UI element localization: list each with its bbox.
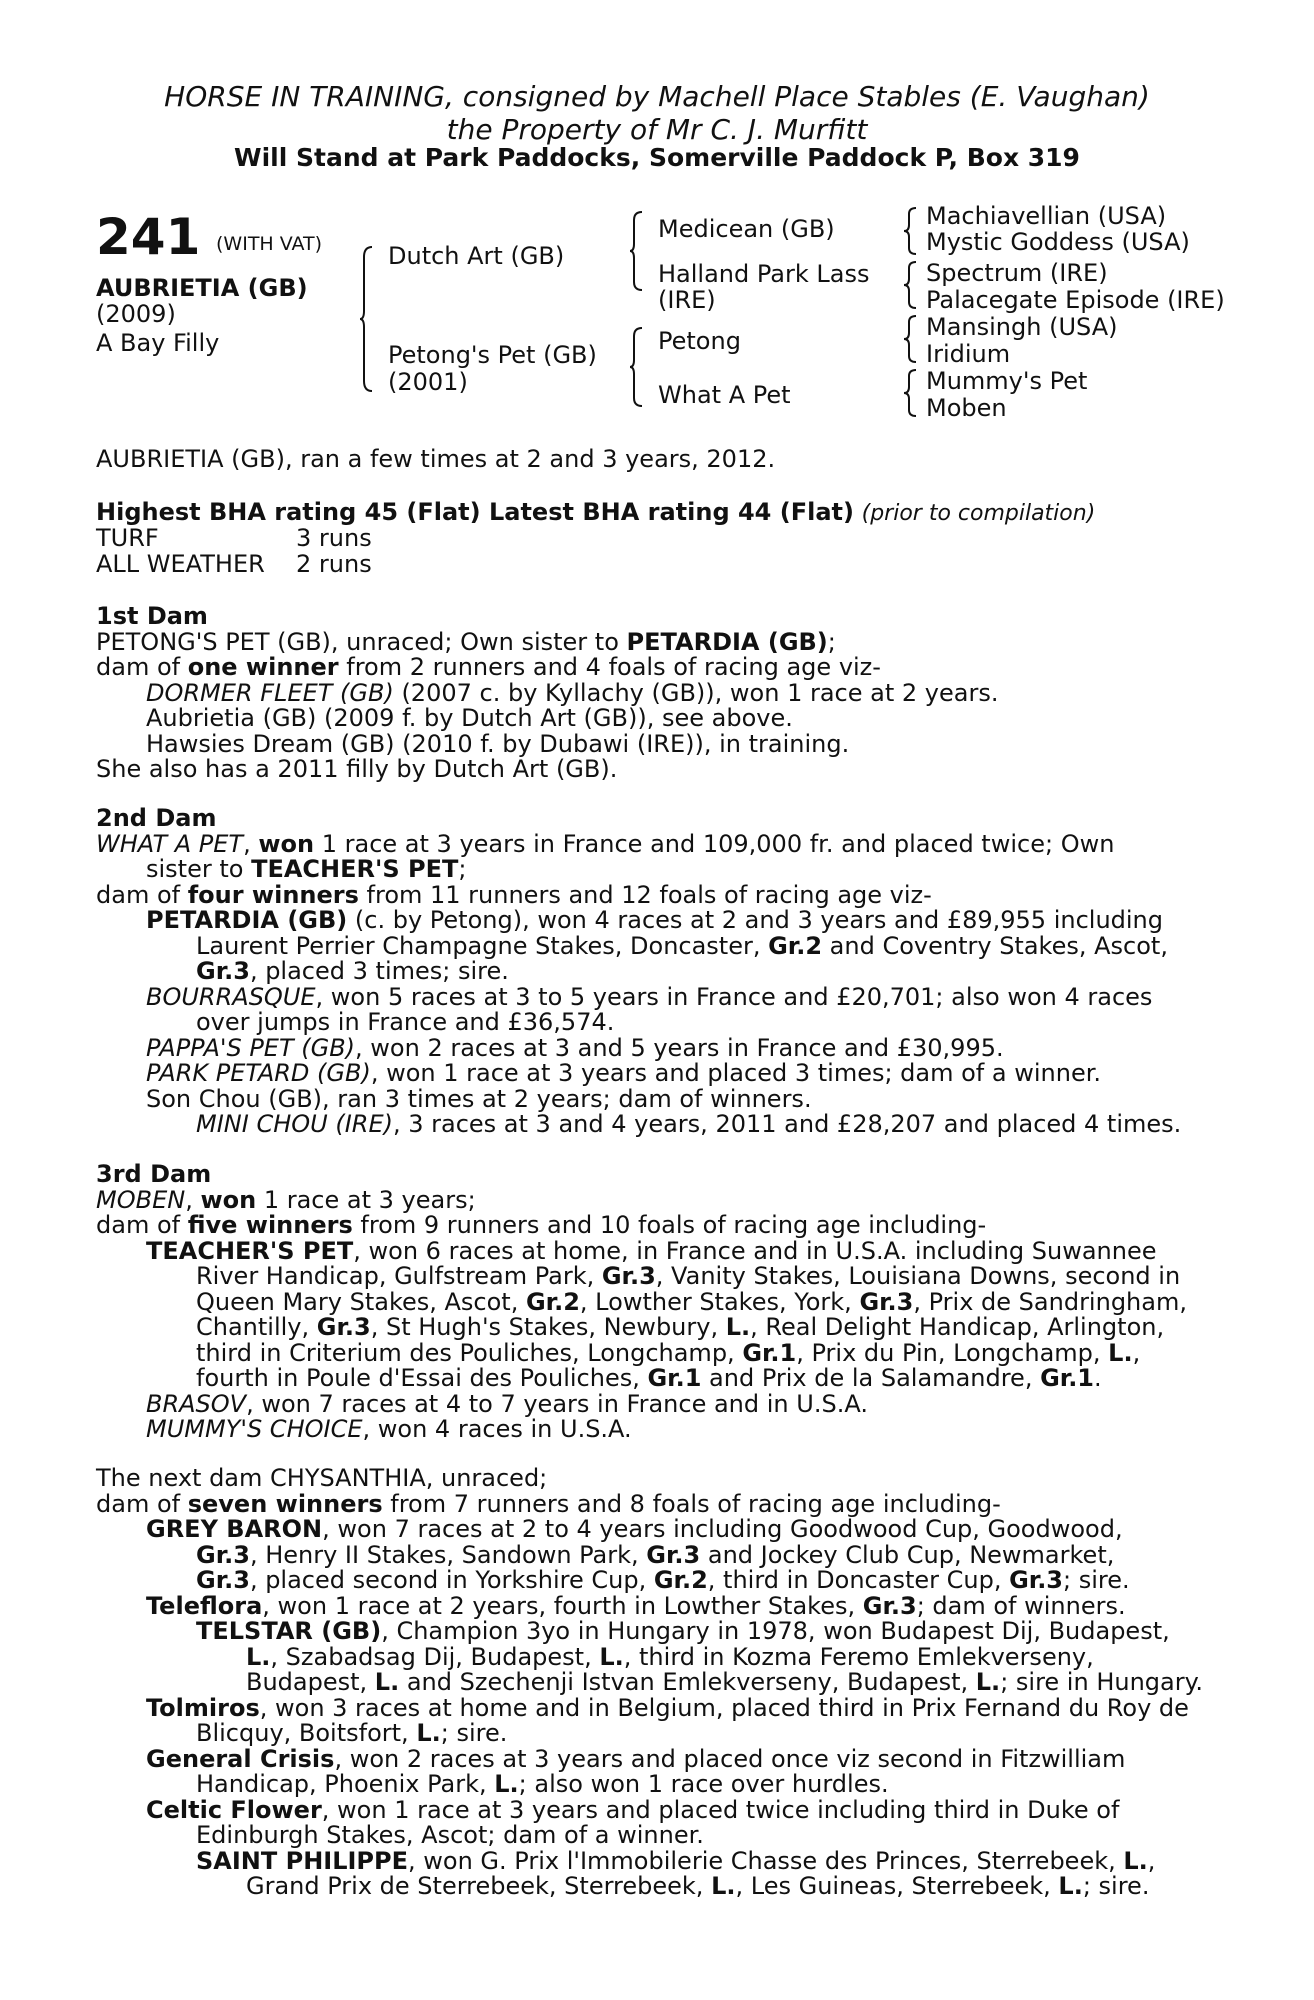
brasov-line: BRASOV, won 7 races at 4 to 7 years in France and in U.S.A. (146, 1389, 868, 1418)
celtic-flower-line-1: Celtic Flower, won 1 race at 3 years and placed twice including third in Duke of (146, 1795, 1120, 1824)
rating-note: (prior to compilation) (861, 501, 1096, 526)
bha-rating-line (96, 500, 1095, 527)
teleflora-line: Teleflora, won 1 race at 2 years, fourth in Lowther Stakes, Gr.3; dam of winners. (146, 1591, 1126, 1620)
pedigree-dam: Petong's Pet (GB) (388, 341, 597, 369)
telstar-line-1: TELSTAR (GB), Champion 3yo in Hungary in 1978, won Budapest Dij, Budapest, (196, 1617, 1170, 1645)
pedigree-sire-dam-origin: (IRE) (658, 286, 716, 314)
second-dam-produce-line: dam of four winners from 11 runners and 12 foals of racing age viz- (96, 880, 932, 909)
lot-number: 241 (96, 208, 201, 266)
petardia-line-3: Gr.3, placed 3 times; sire. (196, 957, 509, 985)
pedigree-bracket-dam (630, 326, 648, 408)
pedigree-bracket-g2 (904, 260, 920, 310)
pedigree-dam-sire: Petong (658, 327, 741, 355)
third-dam-heading: 3rd Dam (96, 1160, 212, 1188)
celtic-flower-line-2: Edinburgh Stakes, Ascot; dam of a winner. (196, 1821, 704, 1849)
first-dam-foal-2: Aubrietia (GB) (2009 f. by Dutch Art (GB)), see above. (146, 704, 793, 732)
general-crisis-line-1: General Crisis, won 2 races at 3 years and placed once viz second in Fitzwilliam (146, 1744, 1126, 1773)
general-crisis-line-2: Handicap, Phoenix Park, L.; also won 1 race over hurdles. (196, 1770, 889, 1798)
saint-philippe-line-1: SAINT PHILIPPE, won G. Prix l'Immobilerie Chasse des Princes, Sterrebeek, L., (196, 1846, 1156, 1875)
header-stable-location: Will Stand at Park Paddocks, Somerville Paddock P, Box 319 (234, 143, 1080, 172)
teachers-pet-line-3: Queen Mary Stakes, Ascot, Gr.2, Lowther Stakes, York, Gr.3, Prix de Sandringham, (196, 1287, 1187, 1316)
pedigree-gg4: Palacegate Episode (IRE) (926, 286, 1225, 314)
bourrasque-line-1: BOURRASQUE, won 5 races at 3 to 5 years in France and £20,701; also won 4 races (146, 982, 1153, 1011)
next-dam-section (96, 1466, 1216, 1900)
turf-label: TURF (96, 524, 159, 552)
lot-number-row (96, 208, 323, 266)
first-dam-foal-1: DORMER FLEET (GB) (2007 c. by Kyllachy (GB)), won 1 race at 2 years. (146, 678, 999, 707)
pedigree-gg6: Iridium (926, 340, 1011, 368)
all-weather-runs: 2 runs (296, 550, 372, 578)
third-dam-section (96, 1162, 1216, 1443)
pedigree-gg3: Spectrum (IRE) (926, 259, 1108, 287)
pedigree-bracket-g3 (904, 314, 920, 364)
vat-note: (WITH VAT) (216, 233, 323, 255)
grey-baron-line-3: Gr.3, placed second in Yorkshire Cup, Gr.2, third in Doncaster Cup, Gr.3; sire. (196, 1566, 1130, 1594)
grey-baron-line-2: Gr.3, Henry II Stakes, Sandown Park, Gr.3 and Jockey Club Cup, Newmarket, (196, 1540, 1115, 1569)
grey-baron-line-1: GREY BARON, won 7 races at 2 to 4 years including Goodwood Cup, Goodwood, (146, 1515, 1123, 1543)
pedigree-gg5: Mansingh (USA) (926, 313, 1118, 341)
teachers-pet-line-2: River Handicap, Gulfstream Park, Gr.3, Vanity Stakes, Louisiana Downs, second in (196, 1262, 1181, 1290)
next-dam-line-1: The next dam CHYSANTHIA, unraced; (96, 1464, 548, 1492)
first-dam-heading: 1st Dam (96, 602, 208, 630)
second-dam-section (96, 806, 1216, 1138)
pedigree-gg7: Mummy's Pet (926, 367, 1088, 395)
horse-description: A Bay Filly (96, 329, 220, 357)
telstar-line-3: Budapest, L. and Szechenji Istvan Emlekverseny, Budapest, L.; sire in Hungary. (246, 1668, 1204, 1696)
pedigree-bracket-g4 (904, 368, 920, 418)
pedigree-sire: Dutch Art (GB) (388, 242, 565, 270)
teachers-pet-line-4: Chantilly, Gr.3, St Hugh's Stakes, Newbury, L., Real Delight Handicap, Arlington, (196, 1313, 1165, 1341)
first-dam-section (96, 604, 1216, 783)
park-petard-line: PARK PETARD (GB), won 1 race at 3 years and placed 3 times; dam of a winner. (146, 1059, 1101, 1087)
son-chou-line: Son Chou (GB), ran 3 times at 2 years; dam of winners. (146, 1084, 812, 1113)
bourrasque-line-2: over jumps in France and £36,574. (196, 1008, 615, 1036)
first-dam-line: PETONG'S PET (GB), unraced; Own sister to PETARDIA (GB); (96, 627, 836, 656)
all-weather-label: ALL WEATHER (96, 550, 265, 578)
turf-runs: 3 runs (296, 524, 372, 552)
pedigree-bracket-parents (360, 245, 380, 393)
third-dam-produce-line: dam of five winners from 9 runners and 10 foals of racing age including- (96, 1211, 987, 1239)
second-dam-line-2: sister to TEACHER'S PET; (146, 855, 467, 883)
saint-philippe-line-2: Grand Prix de Sterrebeek, Sterrebeek, L., Les Guineas, Sterrebeek, L.; sire. (246, 1872, 1150, 1900)
pedigree-dam-dam: What A Pet (658, 381, 791, 409)
pedigree-sire-dam: Halland Park Lass (658, 260, 870, 288)
header-consignor: HORSE IN TRAINING, consigned by Machell Place Stables (E. Vaughan) (164, 80, 1150, 113)
horse-year: (2009) (96, 300, 176, 328)
second-dam-heading: 2nd Dam (96, 804, 217, 832)
pedigree-gg8: Moben (926, 394, 1007, 422)
petardia-line-1: PETARDIA (GB) (c. by Petong), won 4 races at 2 and 3 years and £89,955 including (146, 906, 1163, 934)
tolmiros-line-2: Blicquy, Boitsfort, L.; sire. (196, 1719, 508, 1747)
pedigree-gg2: Mystic Goddess (USA) (926, 228, 1190, 256)
pedigree-dam-year: (2001) (388, 368, 468, 396)
pedigree-gg1: Machiavellian (USA) (926, 202, 1167, 230)
teachers-pet-line-6: fourth in Poule d'Essai des Pouliches, Gr.1 and Prix de la Salamandre, Gr.1. (196, 1364, 1102, 1392)
header-property: the Property of Mr C. J. Murfitt (446, 113, 868, 146)
first-dam-foal-3: Hawsies Dream (GB) (2010 f. by Dubawi (IRE)), in training. (146, 729, 850, 758)
mini-chou-line: MINI CHOU (IRE), 3 races at 3 and 4 years, 2011 and £28,207 and placed 4 times. (196, 1110, 1182, 1138)
pedigree-sire-sire: Medicean (GB) (658, 215, 835, 243)
third-dam-line-1: MOBEN, won 1 race at 3 years; (96, 1185, 476, 1214)
pedigree-bracket-sire (630, 210, 648, 292)
horse-name: AUBRIETIA (GB) (96, 274, 308, 302)
next-dam-produce-line: dam of seven winners from 7 runners and 8 foals of racing age including- (96, 1489, 1001, 1518)
mummys-choice-line: MUMMY'S CHOICE, won 4 races in U.S.A. (146, 1415, 632, 1443)
race-summary: AUBRIETIA (GB), ran a few times at 2 and 3 years, 2012. (96, 445, 776, 473)
pappas-pet-line: PAPPA'S PET (GB), won 2 races at 3 and 5 years in France and £30,995. (146, 1033, 1004, 1062)
teachers-pet-line-1: TEACHER'S PET, won 6 races at home, in France and in U.S.A. including Suwannee (146, 1236, 1157, 1265)
bha-rating: Highest BHA rating 45 (Flat) Latest BHA rating 44 (Flat) (96, 498, 854, 526)
first-dam-produce-line: dam of one winner from 2 runners and 4 foals of racing age viz- (96, 653, 881, 681)
petardia-line-2: Laurent Perrier Champagne Stakes, Doncaster, Gr.2 and Coventry Stakes, Ascot, (196, 931, 1168, 960)
second-dam-line-1: WHAT A PET, won 1 race at 3 years in France and 109,000 fr. and placed twice; Own (96, 829, 1115, 858)
teachers-pet-line-5: third in Criterium des Pouliches, Longchamp, Gr.1, Prix du Pin, Longchamp, L., (196, 1338, 1141, 1367)
tolmiros-line-1: Tolmiros, won 3 races at home and in Belgium, placed third in Prix Fernand du Roy de (146, 1693, 1189, 1722)
pedigree-bracket-g1 (904, 206, 920, 256)
first-dam-foal-note: She also has a 2011 filly by Dutch Art (GB). (96, 755, 618, 783)
telstar-line-2: L., Szabadsag Dij, Budapest, L., third in Kozma Feremo Emlekverseny, (246, 1642, 1094, 1671)
